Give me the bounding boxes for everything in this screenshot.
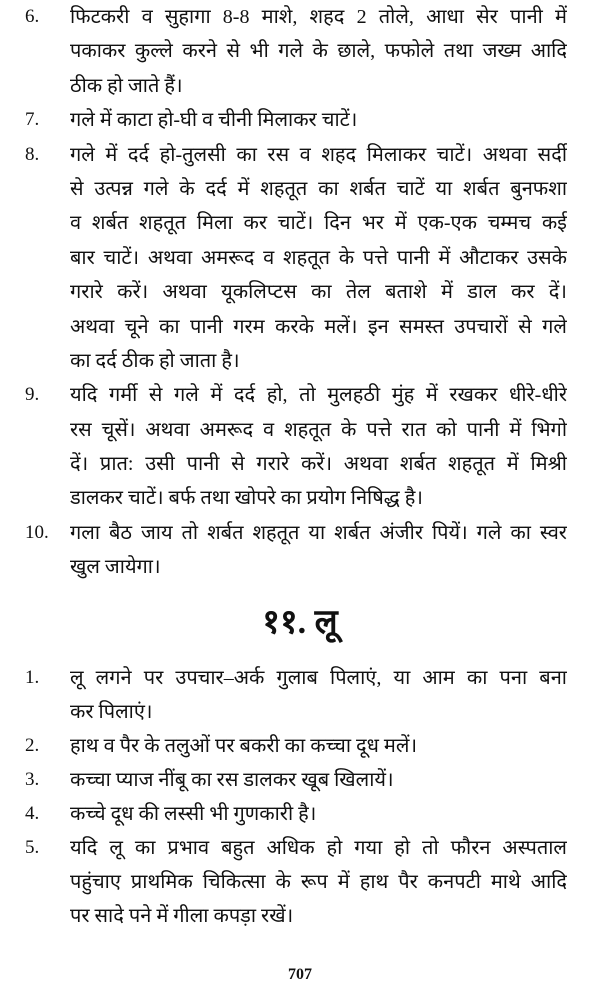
item-text-line: बार चाटें। अथवा अमरूद व शहतूत के पत्ते पानी में औटाकर उसके <box>70 246 567 269</box>
item-text-line: डालकर चाटें। बर्फ तथा खोपरे का प्रयोग निषिद्ध है। <box>70 487 423 510</box>
item-text-line: गले में काटा हो-घी व चीनी मिलाकर चाटें। <box>70 109 358 132</box>
item-text-line: का दर्द ठीक हो जाता है। <box>70 349 240 372</box>
item-text-line: कच्चे दूध की लस्सी भी गुणकारी है। <box>70 803 317 825</box>
item-number: 1. <box>25 667 40 688</box>
list-item <box>0 729 600 763</box>
item-text-line: खुल जायेगा। <box>70 556 161 579</box>
list-item <box>0 0 600 103</box>
list-item <box>0 797 600 831</box>
item-text-line: गरारे करें। अथवा यूकलिप्टस का तेल बताशे में डाल कर दें। <box>70 281 567 304</box>
page-number: 707 <box>288 966 312 983</box>
item-text-line: पर सादे पने में गीला कपड़ा रखें। <box>70 905 294 927</box>
list-item <box>0 516 600 585</box>
item-number: 5. <box>25 837 40 858</box>
list-item <box>0 103 600 137</box>
item-text-line: हाथ व पैर के तलुओं पर बकरी का कच्चा दूध मलें। <box>70 735 418 757</box>
list-item <box>0 661 600 729</box>
list-item <box>0 831 600 933</box>
list-item <box>0 138 600 379</box>
item-number: 8. <box>25 143 40 165</box>
item-number: 9. <box>25 384 40 406</box>
item-text-line: पकाकर कुल्ले करने से भी गले के छाले, फफोले तथा जख्म आदि <box>70 40 567 63</box>
item-text-line: कर पिलाएं। <box>70 701 153 723</box>
item-text-line: फिटकरी व सुहागा 8-8 माशे, शहद 2 तोले, आधा सेर पानी में <box>70 6 567 28</box>
item-text-line: कच्चा प्याज नींबू का रस डालकर खूब खिलायें। <box>70 769 394 791</box>
item-text-line: ठीक हो जाते हैं। <box>70 74 183 97</box>
item-number: 4. <box>25 803 40 824</box>
item-text-line: दें। प्रात: उसी पानी से गरारे करें। अथवा शर्बत शहतूत में मिश्री <box>70 453 567 476</box>
item-number: 10. <box>25 521 49 543</box>
item-number: 3. <box>25 769 40 790</box>
item-number: 2. <box>25 735 40 756</box>
list-item <box>0 763 600 797</box>
item-text-line: लू लगने पर उपचार–अर्क गुलाब पिलाएं, या आम का पना बना <box>70 667 567 689</box>
numbered-list-heatstroke-remedies <box>0 661 600 933</box>
item-text-line: यदि गर्मी से गले में दर्द हो, तो मुलहठी मुंह में रखकर धीरे-धीरे <box>70 384 567 407</box>
section-heading: ११. लू <box>262 604 338 641</box>
item-text-line: पहुंचाए प्राथमिक चिकित्सा के रूप में हाथ पैर कनपटी माथे आदि <box>70 871 567 893</box>
item-number: 6. <box>25 6 40 27</box>
item-text-line: अथवा चूने का पानी गरम करके मलें। इन समस्त उपचारों से गले <box>70 315 567 338</box>
item-text-line: गला बैठ जाय तो शर्बत शहतूत या शर्बत अंजीर पियें। गले का स्वर <box>70 521 567 544</box>
item-text-line: से उत्पन्न गले के दर्द में शहतूत का शर्बत चाटें या शर्बत बुनफशा <box>70 177 567 200</box>
item-text-line: व शर्बत शहतूत मिला कर चाटें। दिन भर में एक-एक चम्मच कई <box>70 212 567 235</box>
item-text-line: यदि लू का प्रभाव बहुत अधिक हो गया हो तो फौरन अस्पताल <box>70 837 567 859</box>
item-number: 7. <box>25 109 40 131</box>
list-item <box>0 378 600 516</box>
item-text-line: रस चूसें। अथवा अमरूद व शहतूत के पत्ते रात को पानी में भिगो <box>70 418 567 441</box>
item-text-line: गले में दर्द हो-तुलसी का रस व शहद मिलाकर चाटें। अथवा सर्दी <box>70 143 567 166</box>
